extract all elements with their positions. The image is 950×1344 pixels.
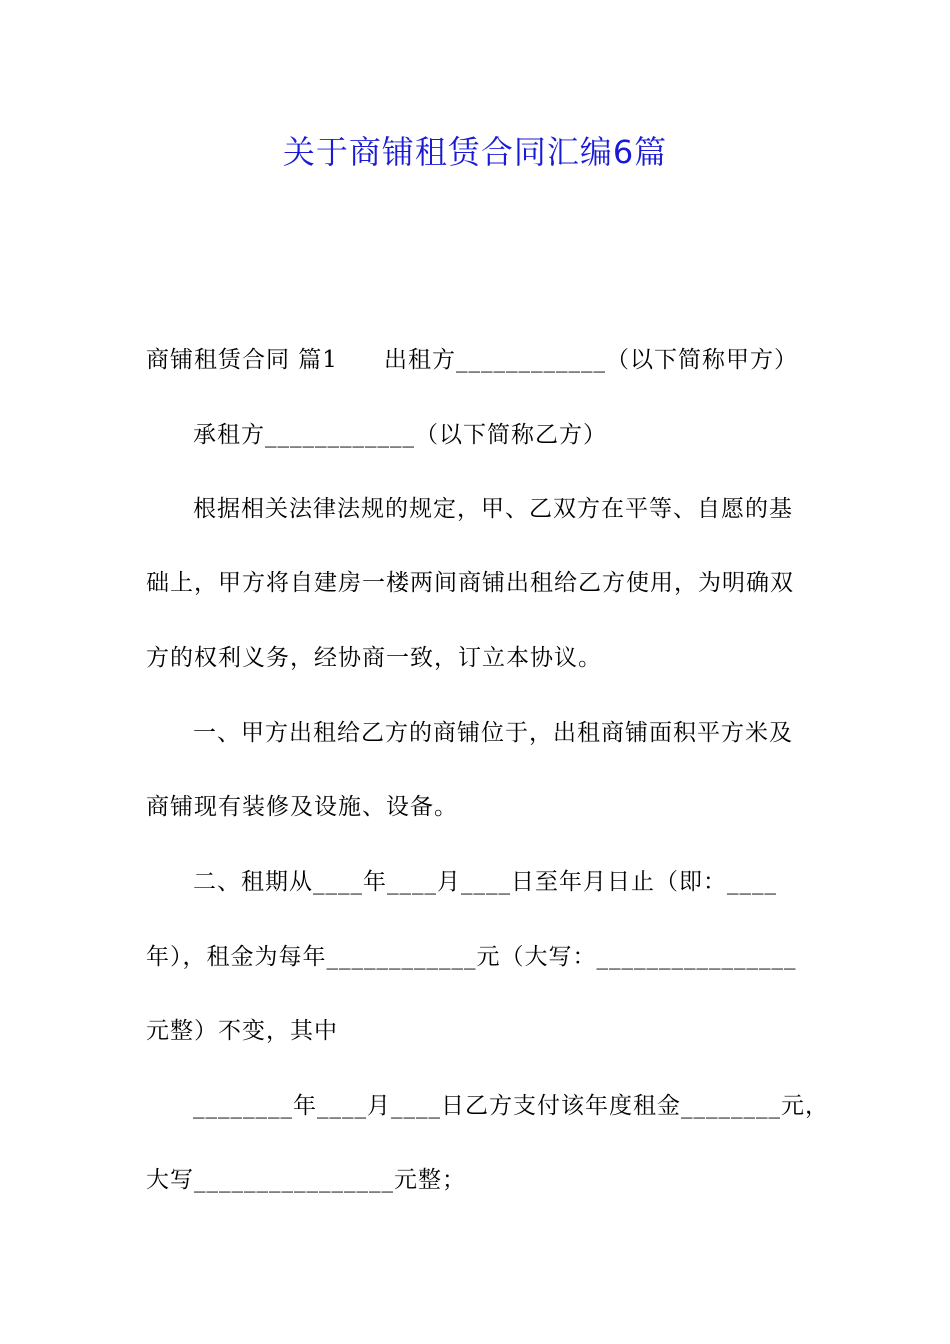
- contract-heading-line: [146, 345, 798, 375]
- contract-heading: 商铺租赁合同 篇1: [146, 347, 338, 373]
- clause-two-line: 元整）不变，其中: [146, 1018, 338, 1044]
- paragraph-line: 方的权利义务，经协商一致，订立本协议。: [146, 645, 602, 671]
- payment-line: ________年____月____日乙方支付该年度租金________元，: [193, 1093, 829, 1119]
- clause-one-line: 商铺现有装修及设施、设备。: [146, 794, 458, 820]
- paragraph-line: 根据相关法律法规的规定，甲、乙双方在平等、自愿的基: [193, 496, 793, 522]
- lessee-clause: 承租方____________（以下简称乙方）: [193, 422, 607, 448]
- lessor-clause: 出租方____________（以下简称甲方）: [383, 347, 798, 373]
- clause-two-line: 二、租期从____年____月____日至年月日止（即：____: [193, 869, 777, 895]
- document-title: 关于商铺租赁合同汇编6篇: [282, 133, 668, 171]
- clause-two-line: 年），租金为每年____________元（大写：________________: [146, 944, 797, 970]
- clause-one-line: 一、甲方出租给乙方的商铺位于，出租商铺面积平方米及: [193, 720, 793, 746]
- payment-line: 大写________________元整；: [146, 1167, 466, 1193]
- paragraph-line: 础上，甲方将自建房一楼两间商铺出租给乙方使用，为明确双: [146, 570, 794, 596]
